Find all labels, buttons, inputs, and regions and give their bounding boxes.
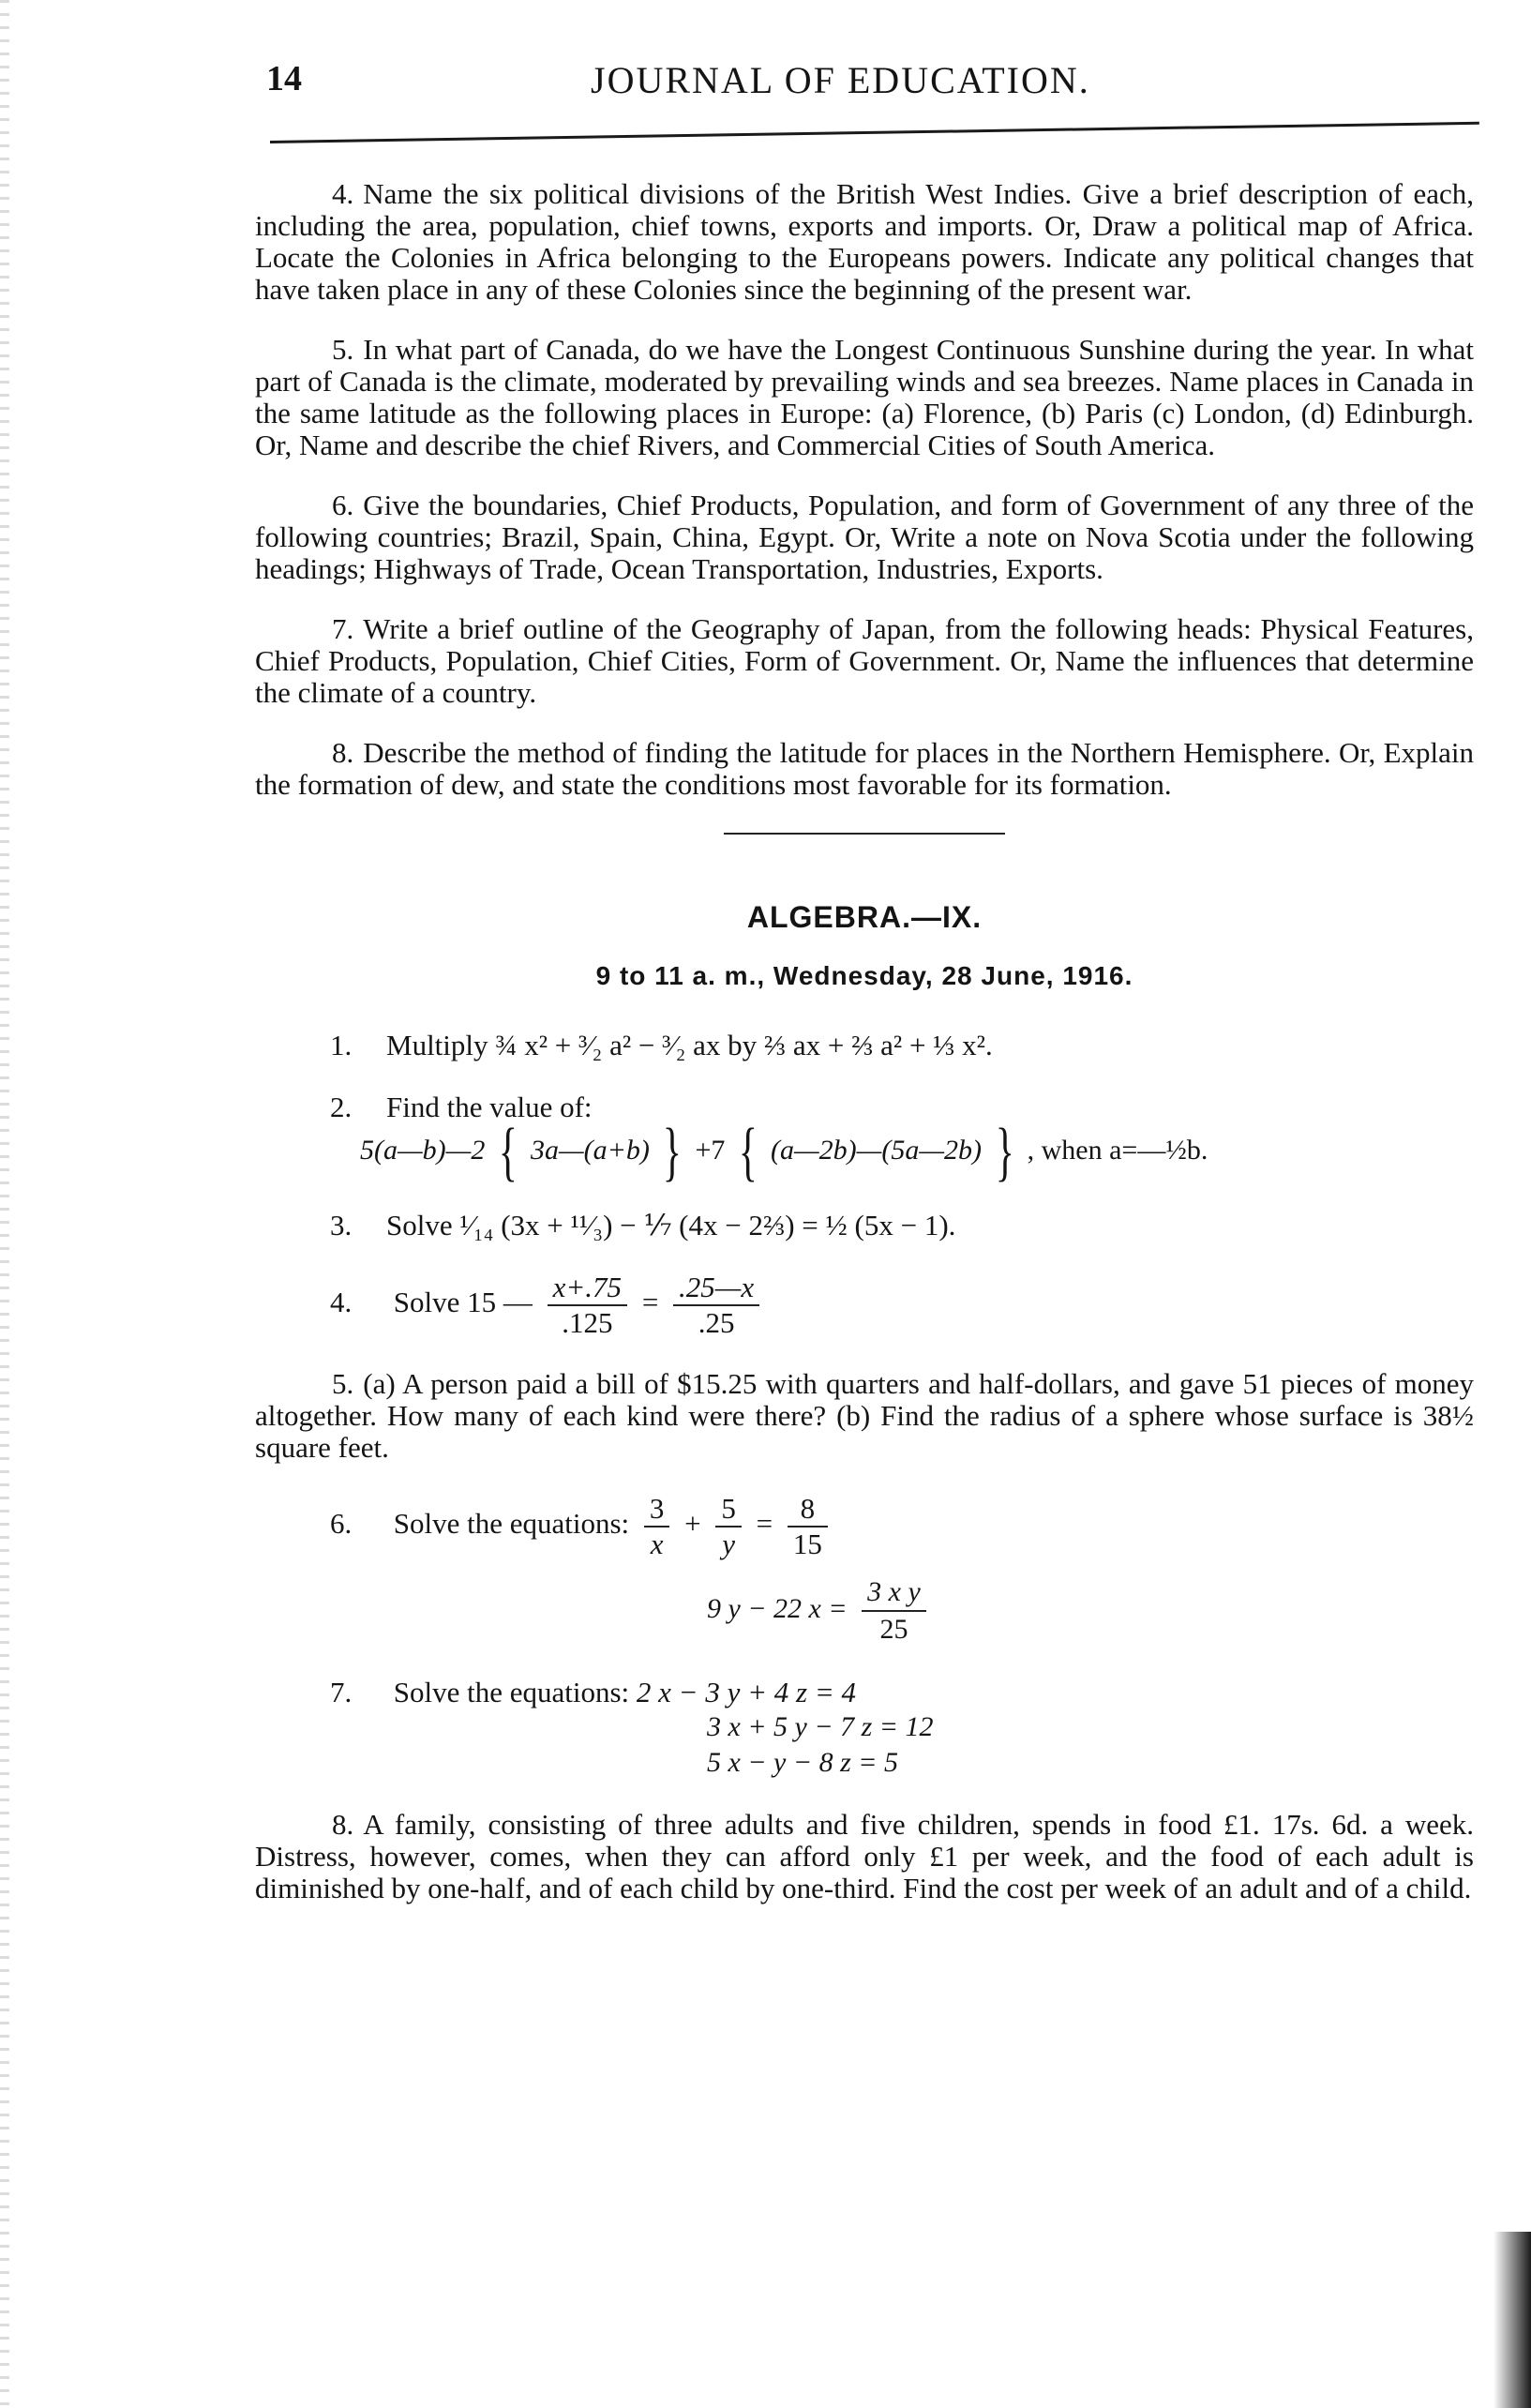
geography-question-6: 6. Give the boundaries, Chief Products, Population, and form of Government of any three of the following countries; Brazil, Spain, China, Egypt. Or, Write a note on Nova Scotia under the following headings; Highways of Trade, Ocean Transportation, Industries, Exports. <box>255 489 1474 585</box>
fraction: $\frac{5}{y}$ <box>715 1492 742 1561</box>
algebra-question-8: 8. A family, consisting of three adults and five children, spends in food £1. 17s. 6d. a week. Distress, however, comes, when they can afford only £1 per week, and the food of each adult is diminished by one-half, and of each child by one-third. Find the cost per week of an adult and of a child. <box>255 1808 1474 1904</box>
geography-questions <box>255 178 1474 801</box>
geography-question-4: 4. Name the six political divisions of the British West Indies. Give a brief description of each, including the area, population, chief towns, exports and imports. Or, Draw a political map of Africa. Locate the Colonies in Africa belonging to the Europeans powers. Indicate any political changes that have taken place in any of these Colonies since the beginning of the present war. <box>255 177 1474 306</box>
q2-expression: 5(a—b)—2 { 3a—(a+b) } +7 { (a—2b)—(5a—2b) } , when a=—½b. <box>360 1116 1208 1188</box>
algebra-question-3: 3. Solve ¹⁄₁₄ (3x + ¹¹⁄₃) − ⅐ (4x − 2⅔) = ½ (5x − 1). <box>330 1209 956 1242</box>
page-number: 14 <box>266 59 302 98</box>
page-content <box>255 178 1474 1933</box>
page-left-edge <box>0 0 9 2408</box>
fraction: $\frac{.25—x}{.25}$ <box>673 1271 759 1340</box>
fraction: $\frac{x+.75}{.125}$ <box>548 1271 627 1340</box>
algebra-question-5: 5. (a) A person paid a bill of $15.25 with quarters and half-dollars, and gave 51 pieces of money altogether. How many of each kind were there? (b) Find the radius of a sphere whose surface is 38½ square feet. <box>255 1367 1474 1464</box>
journal-title: JOURNAL OF EDUCATION. <box>591 59 1090 101</box>
page-corner-shadow <box>1493 2232 1531 2408</box>
left-brace: { <box>738 1116 758 1188</box>
fraction: $\frac{3}{x}$ <box>644 1492 670 1561</box>
algebra-question-7: 7. Solve the equations: 2 x − 3 y + 4 z = 4 3 x + 5 y − 7 z = 12 5 x − y − 8 z = 5 <box>255 1676 1474 1781</box>
right-brace: } <box>995 1116 1014 1188</box>
geography-question-7: 7. Write a brief outline of the Geography of Japan, from the following heads: Physical Features, Chief Products, Population, Chief Cities, Form of Government. Or, Name the influences that determine the climate of a country. <box>255 612 1474 709</box>
exam-date: 9 to 11 a. m., Wednesday, 28 June, 1916. <box>595 961 1133 990</box>
q7-equation-block: 3 x + 5 y − 7 z = 12 5 x − y − 8 z = 5 <box>707 1711 934 1778</box>
algebra-question-4: 4. Solve 15 — $\frac{x+.75}{.125}$ = $\frac{.25—x}{.25}$ <box>255 1271 1474 1340</box>
algebra-question-6: 6. Solve the equations: $\frac{3}{x}$ + $\frac{5}{y}$ = $\frac{8}{15}$ 9 y − 22 x = $\frac{\text{3 x y}}{25}$ <box>255 1492 1474 1648</box>
header-rule <box>270 122 1479 143</box>
q6-second-equation: 9 y − 22 x = $\frac{\text{3 x y}}{25}$ <box>707 1574 1474 1648</box>
algebra-question-2: 2. Find the value of: 5(a—b)—2 { 3a—(a+b) } +7 { (a—2b)—(5a—2b) } , when a=—½b. <box>255 1091 1474 1181</box>
left-brace: { <box>498 1116 518 1188</box>
fraction: $\frac{\text{3 x y}}{25}$ <box>862 1574 926 1648</box>
fraction: $\frac{8}{15}$ <box>788 1492 828 1561</box>
geography-question-8: 8. Describe the method of finding the latitude for places in the Northern Hemisphere. Or, Explain the formation of dew, and state the conditions most favorable for its formation. <box>255 736 1474 801</box>
section-divider <box>724 833 1005 835</box>
page-header <box>253 58 1491 114</box>
algebra-title: ALGEBRA.—IX. <box>746 900 983 934</box>
algebra-question-1: 1. Multiply ¾ x² + ³⁄₂ a² − ³⁄₂ ax by ⅔ ax + ⅔ a² + ⅓ x². <box>330 1029 993 1061</box>
geography-question-5: 5. In what part of Canada, do we have the Longest Continuous Sunshine during the year. In what part of Canada is the climate, moderated by prevailing winds and sea breezes. Name places in Canada in the same latitude as the following places in Europe: (a) Florence, (b) Paris (c) London, (d) Edinburgh. Or, Name and describe the chief Rivers, and Commercial Cities of South America. <box>255 333 1474 461</box>
right-brace: } <box>663 1116 683 1188</box>
